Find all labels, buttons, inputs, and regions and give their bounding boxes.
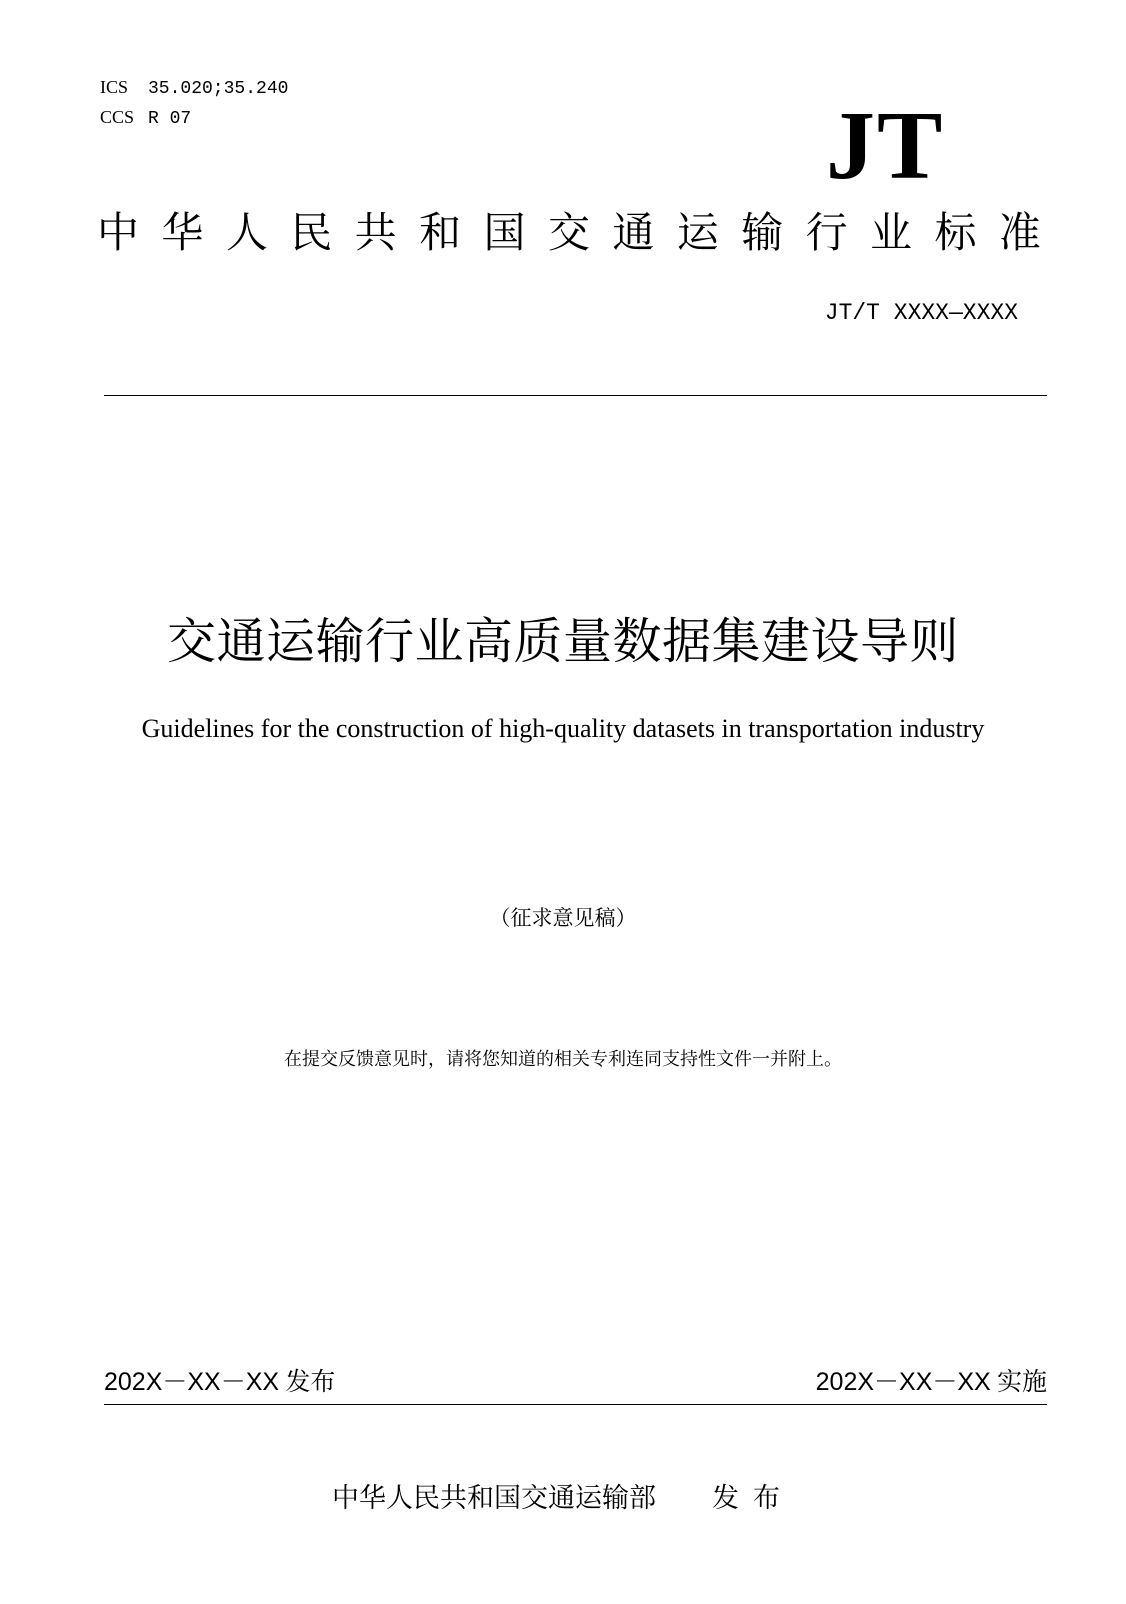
jt-logo: JT [826, 92, 945, 200]
issuer-name: 中华人民共和国交通运输部 [332, 1483, 656, 1514]
document-title-en: Guidelines for the construction of high-quality datasets in transportation industry [141, 714, 985, 743]
standard-title-char: 国 [483, 208, 526, 257]
standard-title-char: 标 [934, 208, 977, 257]
standard-title-char: 共 [354, 208, 397, 257]
document-title-cn: 交通运输行业高质量数据集建设导则 [166, 613, 959, 670]
standard-title-char: 行 [805, 208, 848, 257]
issue-date: 202X－XX－XX [104, 1368, 280, 1396]
issuer-line [0, 1482, 1126, 1516]
ccs-label: CCS [100, 107, 135, 127]
ccs-value: R 07 [148, 109, 192, 129]
ics-label: ICS [100, 77, 129, 97]
standard-title-char: 华 [161, 208, 204, 257]
issue-date-line [104, 1366, 335, 1399]
issuer-action: 发布 [712, 1483, 794, 1514]
standard-title-char: 中 [96, 208, 139, 257]
standard-title-char: 和 [419, 208, 462, 257]
standard-title-char: 准 [998, 208, 1041, 257]
standard-title-char: 输 [741, 208, 784, 257]
standard-title-char: 民 [290, 208, 333, 257]
implementation-date: 202X－XX－XX [815, 1368, 991, 1396]
draft-status-note: （征求意见稿） [489, 906, 637, 930]
ics-classification [100, 76, 288, 100]
standard-title-char: 运 [676, 208, 719, 257]
standard-title-char: 人 [225, 208, 268, 257]
standard-title-char: 业 [870, 208, 913, 257]
standard-title-char: 交 [547, 208, 590, 257]
issue-label: 发布 [285, 1367, 336, 1396]
implementation-label: 实施 [996, 1367, 1047, 1396]
standard-number: JT/T XXXX—XXXX [824, 300, 1018, 326]
standard-category-title [96, 208, 1042, 258]
standard-title-char: 通 [612, 208, 655, 257]
implementation-date-line [816, 1366, 1047, 1399]
patent-disclosure-note: 在提交反馈意见时，请将您知道的相关专利连同支持性文件一并附上。 [284, 1049, 842, 1070]
footer-divider [104, 1404, 1047, 1405]
header-divider [104, 395, 1047, 396]
ccs-classification [100, 106, 191, 130]
ics-value: 35.020;35.240 [148, 79, 289, 99]
